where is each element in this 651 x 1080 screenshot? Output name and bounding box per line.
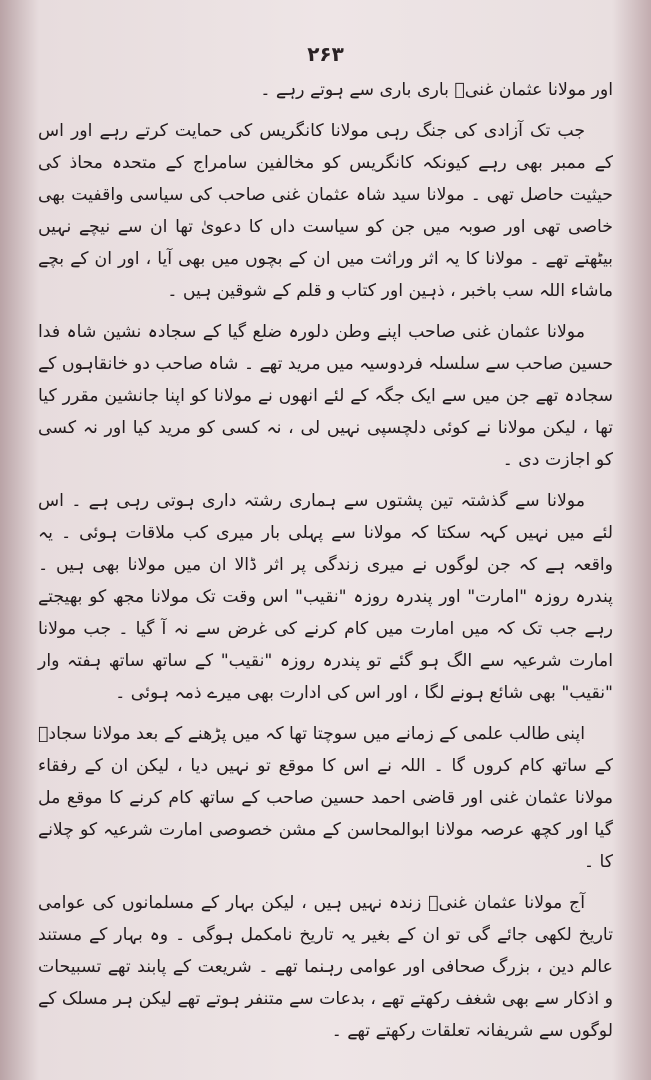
page-body — [38, 74, 613, 1056]
page-number: ۲۶۳ — [307, 42, 344, 66]
paragraph-5: اپنی طالب علمی کے زمانے میں سوچتا تھا کہ میں پڑھنے کے بعد مولانا سجادؒ کے ساتھ کام کروں گا ۔ اللہ نے اس کا موقع تو نہیں دیا ، لیکن ان کے رفقاء مولانا عثمان غنی اور قاضی احمد حسین صاحب کے ساتھ کام کرنے کا موقع مل گیا اور کچھ عرصہ مولانا ابوالمحاسن کے مشن خصوصی امارت شرعیہ کو چلانے کا ۔ — [38, 724, 613, 872]
paragraph-6: آج مولانا عثمان غنیؒ زندہ نہیں ہیں ، لیکن بہار کے مسلمانوں کی عوامی تاریخ لکھی جائے گی تو ان کے بغیر یہ تاریخ نامکمل ہوگی ۔ وہ بہار کے مستند عالم دین ، بزرگ صحافی اور عوامی رہنما تھے ۔ شریعت کے پابند تھے تسبیحات و اذکار سے بھی شغف رکھتے تھے ، بدعات سے متنفر ہوتے تھے لیکن ہر مسلک کے لوگوں سے شریفانہ تعلقات رکھتے تھے ۔ — [38, 893, 613, 1041]
paragraph-1: اور مولانا عثمان غنیؒ باری باری سے ہوتے رہے ۔ — [260, 80, 613, 100]
paragraph-3: مولانا عثمان غنی صاحب اپنے وطن دلورہ ضلع گیا کے سجادہ نشین شاہ فدا حسین صاحب سے سلسلہ فردوسیہ میں مرید تھے ۔ شاہ صاحب دو خانقاہوں کے سجادہ تھے جن میں سے ایک جگہ کے لئے انھوں نے مولانا کو اپنا جانشین مقرر کیا تھا ، لیکن مولانا نے کوئی دلچسپی نہیں لی ، نہ کسی کو مرید کیا اور نہ کسی کو اجازت دی ۔ — [38, 322, 613, 470]
paragraph-2: جب تک آزادی کی جنگ رہی مولانا کانگریس کی حمایت کرتے رہے اور اس کے ممبر بھی رہے کیونکہ کانگریس کو مخالفین سامراج کے متحدہ محاذ کی حیثیت حاصل تھی ۔ مولانا سید شاہ عثمان غنی صاحب کی سیاسی واقفیت بھی خاصی تھی اور صوبہ میں جن کو سیاست داں کا دعویٰ تھا ان سے نیچے نہیں بیٹھتے تھے ۔ مولانا کا یہ اثر وراثت میں ان کے بچوں میں بھی آیا ، اور ان کے بچے ماشاء اللہ سب باخبر ، ذہین اور کتاب و قلم کے شوقین ہیں ۔ — [38, 121, 613, 301]
paragraph-4: مولانا سے گذشتہ تین پشتوں سے ہماری رشتہ داری ہوتی رہی ہے ۔ اس لئے میں نہیں کہہ سکتا کہ مولانا سے پہلی بار میری کب ملاقات ہوئی ۔ یہ واقعہ ہے کہ جن لوگوں نے میری زندگی پر اثر ڈالا ان میں مولانا بھی ہیں ۔ پندرہ روزہ "امارت" اور پندرہ روزہ "نقیب" اس وقت تک مولانا مجھ کو بھیجتے رہے جب تک کہ میں امارت میں کام کرنے کی غرض سے نہ آ گیا ۔ جب مولانا امارت شرعیہ سے الگ ہو گئے تو پندرہ روزہ "نقیب" کے ساتھ ساتھ ہفتہ وار "نقیب" بھی شائع ہونے لگا ، اور اس کی ادارت بھی میرے ذمہ ہوئی ۔ — [38, 491, 613, 703]
